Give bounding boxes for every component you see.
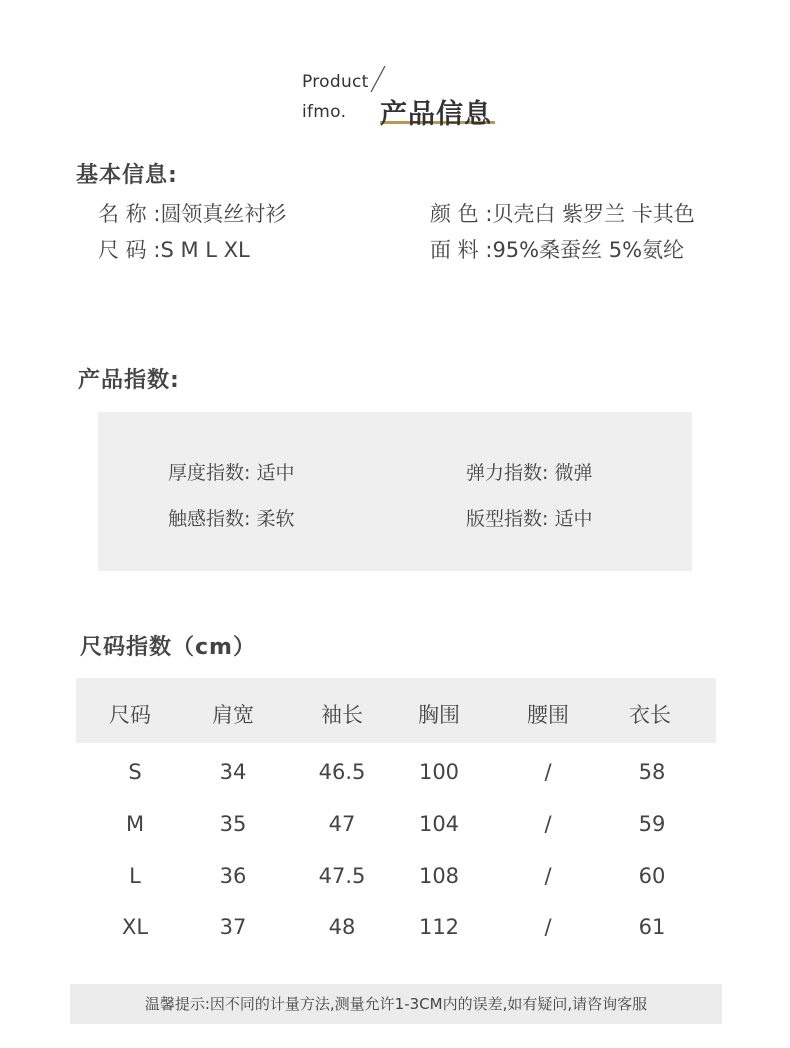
table-cell: 36 (219, 864, 247, 888)
table-cell: 37 (219, 915, 247, 939)
color-value: 贝壳白 紫罗兰 卡其色 (492, 202, 695, 226)
table-cell: 46.5 (318, 760, 366, 784)
table-cell: 34 (219, 760, 247, 784)
header-size: 尺码 (109, 703, 151, 727)
size-table-title: 尺码指数（cm） (80, 635, 256, 660)
table-cell: 100 (418, 760, 460, 784)
table-cell: M (125, 812, 145, 836)
slash-decoration (367, 64, 389, 94)
elasticity-index: 弹力指数: 微弹 (466, 462, 593, 484)
table-cell: 112 (418, 915, 460, 939)
color-label: 颜 色 : (430, 202, 493, 226)
touch-index: 触感指数: 柔软 (168, 508, 295, 530)
table-cell: 104 (418, 812, 460, 836)
table-cell: 61 (638, 915, 666, 939)
header-shoulder: 肩宽 (212, 703, 254, 727)
size-note: 温馨提示:因不同的计量方法,测量允许1-3CM内的误差,如有疑问,请咨询客服 (144, 995, 648, 1013)
table-cell: 108 (418, 864, 460, 888)
product-index-title: 产品指数: (78, 368, 180, 393)
fabric-value: 95%桑蚕丝 5%氨纶 (492, 238, 685, 262)
table-cell: 47 (328, 812, 356, 836)
basic-info-title: 基本信息: (76, 163, 178, 188)
table-cell: / (544, 812, 552, 836)
name-row (98, 198, 286, 228)
table-cell: 60 (638, 864, 666, 888)
name-value: 圆领真丝衬衫 (160, 202, 287, 226)
table-cell: 48 (328, 915, 356, 939)
header-length: 衣长 (629, 703, 671, 727)
table-cell: / (544, 760, 552, 784)
size-label: 尺 码 : (98, 238, 161, 262)
table-cell: 47.5 (318, 864, 366, 888)
size-row (98, 234, 250, 264)
table-cell: S (128, 760, 142, 784)
header-sleeve: 袖长 (321, 703, 363, 727)
table-cell: 58 (638, 760, 666, 784)
table-cell: XL (121, 915, 149, 939)
color-row (430, 198, 695, 228)
fabric-row (430, 234, 684, 264)
header-chest: 胸围 (418, 703, 460, 727)
name-label: 名 称 : (98, 202, 161, 226)
table-cell: 35 (219, 812, 247, 836)
header-english-line-1: Product (302, 72, 369, 92)
header-english-line-2: ifmo. (302, 102, 347, 122)
header-waist: 腰围 (527, 703, 569, 727)
product-index-box (98, 412, 692, 571)
table-cell: / (544, 864, 552, 888)
table-cell: L (129, 864, 141, 888)
table-cell: 59 (638, 812, 666, 836)
fit-index: 版型指数: 适中 (466, 508, 593, 530)
thickness-index: 厚度指数: 适中 (168, 462, 295, 484)
table-cell: / (544, 915, 552, 939)
size-value: S M L XL (160, 238, 250, 262)
fabric-label: 面 料 : (430, 238, 493, 262)
page-title: 产品信息 (380, 99, 492, 130)
